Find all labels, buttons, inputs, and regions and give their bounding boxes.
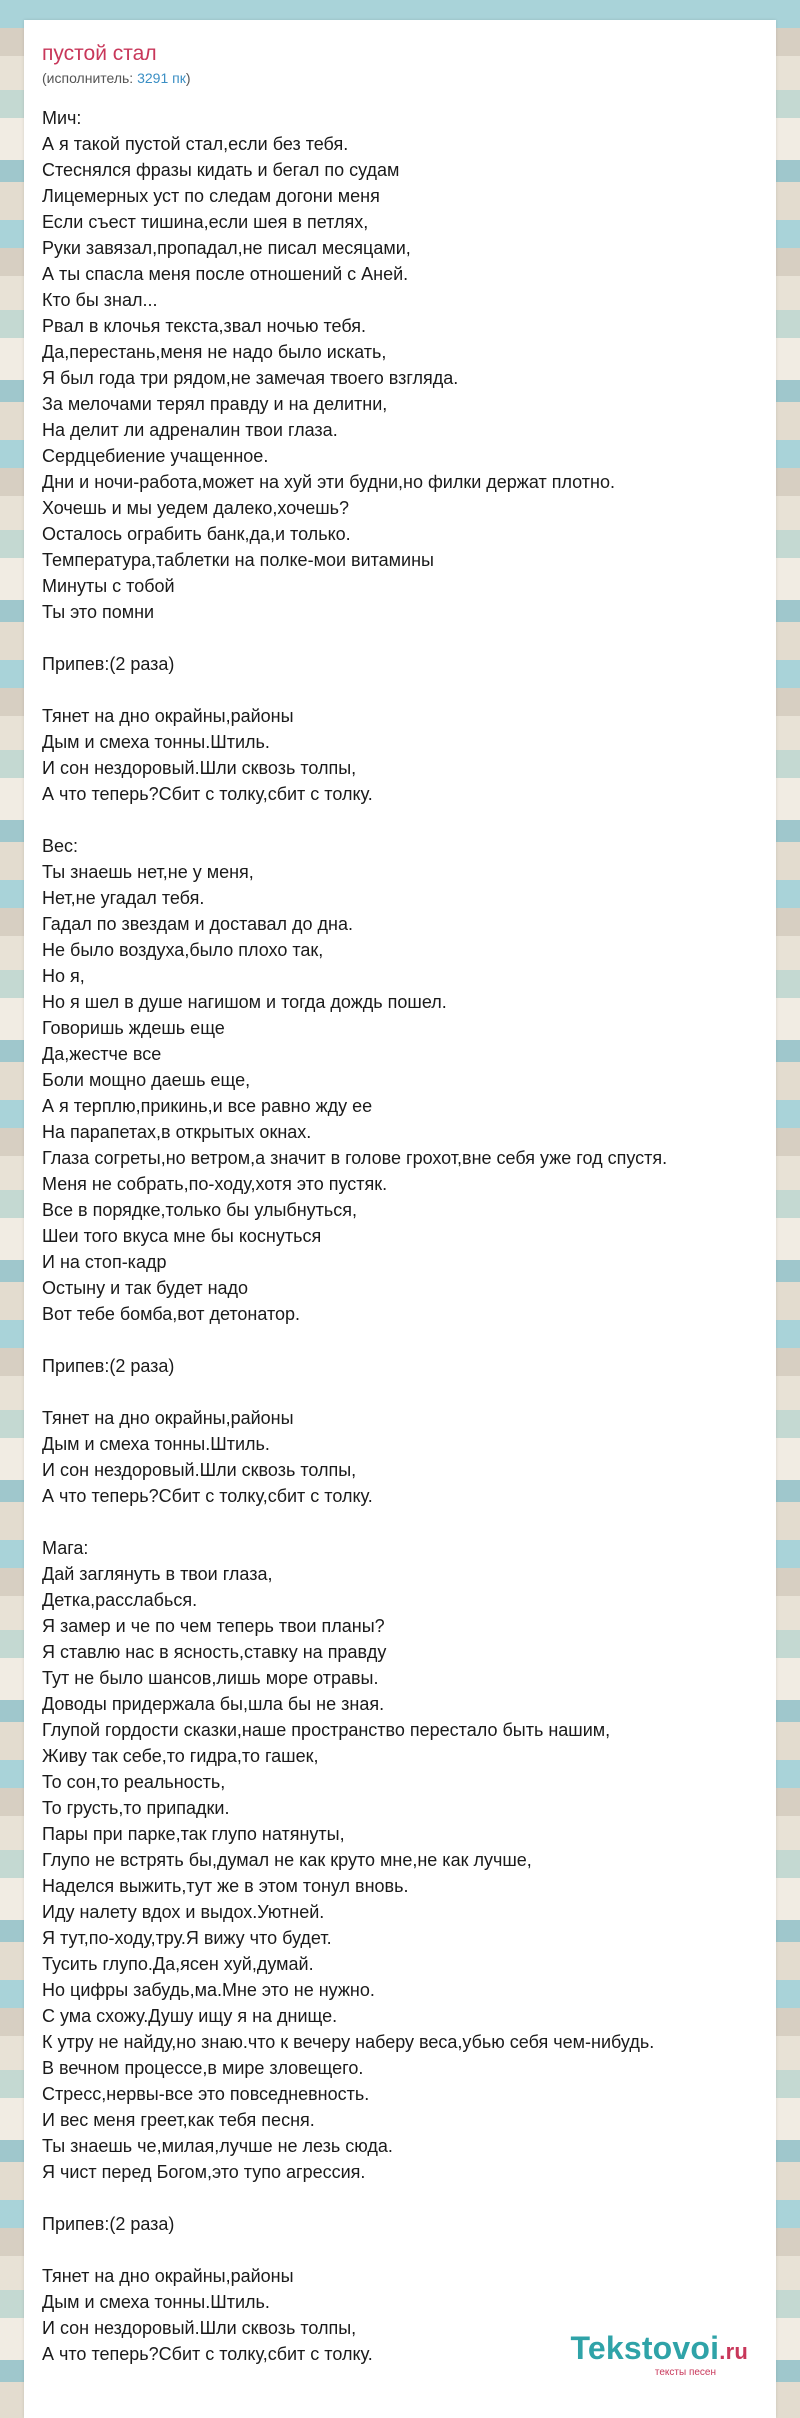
lyrics-line: Осталось ограбить банк,да,и только. <box>42 524 351 544</box>
lyrics-blank-line <box>42 677 772 703</box>
lyrics-line: А что теперь?Сбит с толку,сбит с толку. <box>42 1486 373 1506</box>
lyrics-line: И сон нездоровый.Шли сквозь толпы, <box>42 1460 357 1480</box>
lyrics-line: А я такой пустой стал,если без тебя. <box>42 134 349 154</box>
lyrics-line: Но цифры забудь,ма.Мне это не нужно. <box>42 1980 375 2000</box>
lyrics-line: Мич: <box>42 108 82 128</box>
lyrics-line: А я терплю,прикинь,и все равно жду ее <box>42 1096 373 1116</box>
lyrics-line: Доводы придержала бы,шла бы не зная. <box>42 1694 385 1714</box>
lyrics-blank-line <box>42 2237 772 2263</box>
meta-prefix: (исполнитель: <box>42 70 138 86</box>
lyrics-line: Тянет на дно окрайны,районы <box>42 2266 294 2286</box>
lyrics-line: Но я шел в душе нагишом и тогда дождь пошел. <box>42 992 447 1012</box>
lyrics-line: Гадал по звездам и доставал до дна. <box>42 914 353 934</box>
artist-count-link[interactable]: 3291 пк <box>137 70 186 86</box>
lyrics-line: Я чист перед Богом,это тупо агрессия. <box>42 2162 366 2182</box>
lyrics-line: То сон,то реальность, <box>42 1772 226 1792</box>
lyrics-line: Дым и смеха тонны.Штиль. <box>42 732 270 752</box>
lyrics-line: Все в порядке,только бы улыбнуться, <box>42 1200 358 1220</box>
lyrics-line: Остыну и так будет надо <box>42 1278 249 1298</box>
lyrics-line: Тут не было шансов,лишь море отравы. <box>42 1668 379 1688</box>
lyrics-line: И сон нездоровый.Шли сквозь толпы, <box>42 2318 357 2338</box>
lyrics-line: Тусить глупо.Да,ясен хуй,думай. <box>42 1954 314 1974</box>
lyrics-card <box>24 20 776 2418</box>
lyrics-line: Дым и смеха тонны.Штиль. <box>42 2292 270 2312</box>
lyrics-line: Наделся выжить,тут же в этом тонул вновь. <box>42 1876 409 1896</box>
lyrics-line: К утру не найду,но знаю.что к вечеру наберу веса,убью себя чем-нибудь. <box>42 2032 655 2052</box>
lyrics-line: Если съест тишина,если шея в петлях, <box>42 212 369 232</box>
lyrics-line: На делит ли адреналин твои глаза. <box>42 420 338 440</box>
lyrics-line: Говоришь ждешь еще <box>42 1018 225 1038</box>
lyrics-line: Руки завязал,пропадал,не писал месяцами, <box>42 238 411 258</box>
lyrics-line: Глаза согреты,но ветром,а значит в голове грохот,вне себя уже год спустя. <box>42 1148 668 1168</box>
lyrics-line: Я тут,по-ходу,тру.Я вижу что будет. <box>42 1928 332 1948</box>
lyrics-blank-line <box>42 807 772 833</box>
lyrics-line: Кто бы знал... <box>42 290 158 310</box>
lyrics-line: Я замер и че по чем теперь твои планы? <box>42 1616 385 1636</box>
lyrics-line: Боли мощно даешь еще, <box>42 1070 251 1090</box>
lyrics-line: Иду налету вдох и выдох.Уютней. <box>42 1902 325 1922</box>
lyrics-line: А ты спасла меня после отношений с Аней. <box>42 264 409 284</box>
lyrics-blank-line <box>42 1379 772 1405</box>
lyrics-line: Я был года три рядом,не замечая твоего взгляда. <box>42 368 459 388</box>
lyrics-line: В вечном процессе,в мире зловещего. <box>42 2058 364 2078</box>
lyrics-line: Стресс,нервы-все это повседневность. <box>42 2084 370 2104</box>
lyrics-blank-line <box>42 1327 772 1353</box>
lyrics-line: За мелочами терял правду и на делитни, <box>42 394 388 414</box>
lyrics-line: И сон нездоровый.Шли сквозь толпы, <box>42 758 357 778</box>
lyrics-line: Я ставлю нас в ясность,ставку на правду <box>42 1642 387 1662</box>
logo-brand <box>570 2331 748 2369</box>
lyrics-line: Не было воздуха,было плохо так, <box>42 940 324 960</box>
lyrics-line: Вот тебе бомба,вот детонатор. <box>42 1304 301 1324</box>
lyrics-line: Нет,не угадал тебя. <box>42 888 205 908</box>
lyrics-line: Дни и ночи-работа,может на хуй эти будни,но филки держат плотно. <box>42 472 615 492</box>
lyrics-line: И вес меня греет,как тебя песня. <box>42 2110 315 2130</box>
lyrics-line: Минуты с тобой <box>42 576 175 596</box>
logo-tagline: тексты песен <box>654 2367 716 2378</box>
lyrics-line: С ума схожу.Душу ищу я на днище. <box>42 2006 338 2026</box>
lyrics-blank-line <box>42 1509 772 1535</box>
lyrics-line: Лицемерных уст по следам догони меня <box>42 186 380 206</box>
lyrics-line: Ты это помни <box>42 602 155 622</box>
lyrics-line: Припев:(2 раза) <box>42 1356 175 1376</box>
lyrics-line: То грусть,то припадки. <box>42 1798 230 1818</box>
lyrics-line: Но я, <box>42 966 85 986</box>
lyrics-line: И на стоп-кадр <box>42 1252 167 1272</box>
lyrics-line: Стеснялся фразы кидать и бегал по судам <box>42 160 400 180</box>
logo-brand-name: Tekstovoi <box>570 2330 720 2366</box>
lyrics-line: Пары при парке,так глупо натянуты, <box>42 1824 345 1844</box>
lyrics-line: Ты знаешь че,милая,лучше не лезь сюда. <box>42 2136 393 2156</box>
lyrics-blank-line <box>42 2185 772 2211</box>
artist-meta <box>42 70 191 86</box>
logo-brand-tld: .ru <box>719 2339 748 2364</box>
meta-suffix: ) <box>185 70 191 86</box>
lyrics-line: Вес: <box>42 836 79 856</box>
lyrics-line: Температура,таблетки на полке-мои витамины <box>42 550 434 570</box>
site-logo[interactable] <box>570 2331 748 2378</box>
lyrics-line: Рвал в клочья текста,звал ночью тебя. <box>42 316 366 336</box>
lyrics-line: Хочешь и мы уедем далеко,хочешь? <box>42 498 350 518</box>
lyrics-line: Сердцебиение учащенное. <box>42 446 269 466</box>
lyrics-text <box>42 105 772 2367</box>
lyrics-line: Глупой гордости сказки,наше пространство перестало быть нашим, <box>42 1720 611 1740</box>
lyrics-line: Глупо не встрять бы,думал не как круто мне,не как лучше, <box>42 1850 532 1870</box>
lyrics-line: Тянет на дно окрайны,районы <box>42 706 294 726</box>
lyrics-line: Тянет на дно окрайны,районы <box>42 1408 294 1428</box>
lyrics-line: Дай заглянуть в твои глаза, <box>42 1564 273 1584</box>
lyrics-line: Детка,расслабься. <box>42 1590 198 1610</box>
lyrics-line: Мага: <box>42 1538 89 1558</box>
lyrics-blank-line <box>42 625 772 651</box>
lyrics-line: Да,перестань,меня не надо было искать, <box>42 342 387 362</box>
lyrics-line: Припев:(2 раза) <box>42 654 175 674</box>
lyrics-line: Шеи того вкуса мне бы коснуться <box>42 1226 322 1246</box>
page-title: пустой стал <box>42 42 157 65</box>
lyrics-line: А что теперь?Сбит с толку,сбит с толку. <box>42 2344 373 2364</box>
lyrics-line: А что теперь?Сбит с толку,сбит с толку. <box>42 784 373 804</box>
lyrics-line: Дым и смеха тонны.Штиль. <box>42 1434 270 1454</box>
lyrics-line: На парапетах,в открытых окнах. <box>42 1122 312 1142</box>
lyrics-line: Живу так себе,то гидра,то гашек, <box>42 1746 319 1766</box>
lyrics-line: Да,жестче все <box>42 1044 162 1064</box>
lyrics-line: Меня не собрать,по-ходу,хотя это пустяк. <box>42 1174 388 1194</box>
lyrics-line: Припев:(2 раза) <box>42 2214 175 2234</box>
lyrics-line: Ты знаешь нет,не у меня, <box>42 862 254 882</box>
